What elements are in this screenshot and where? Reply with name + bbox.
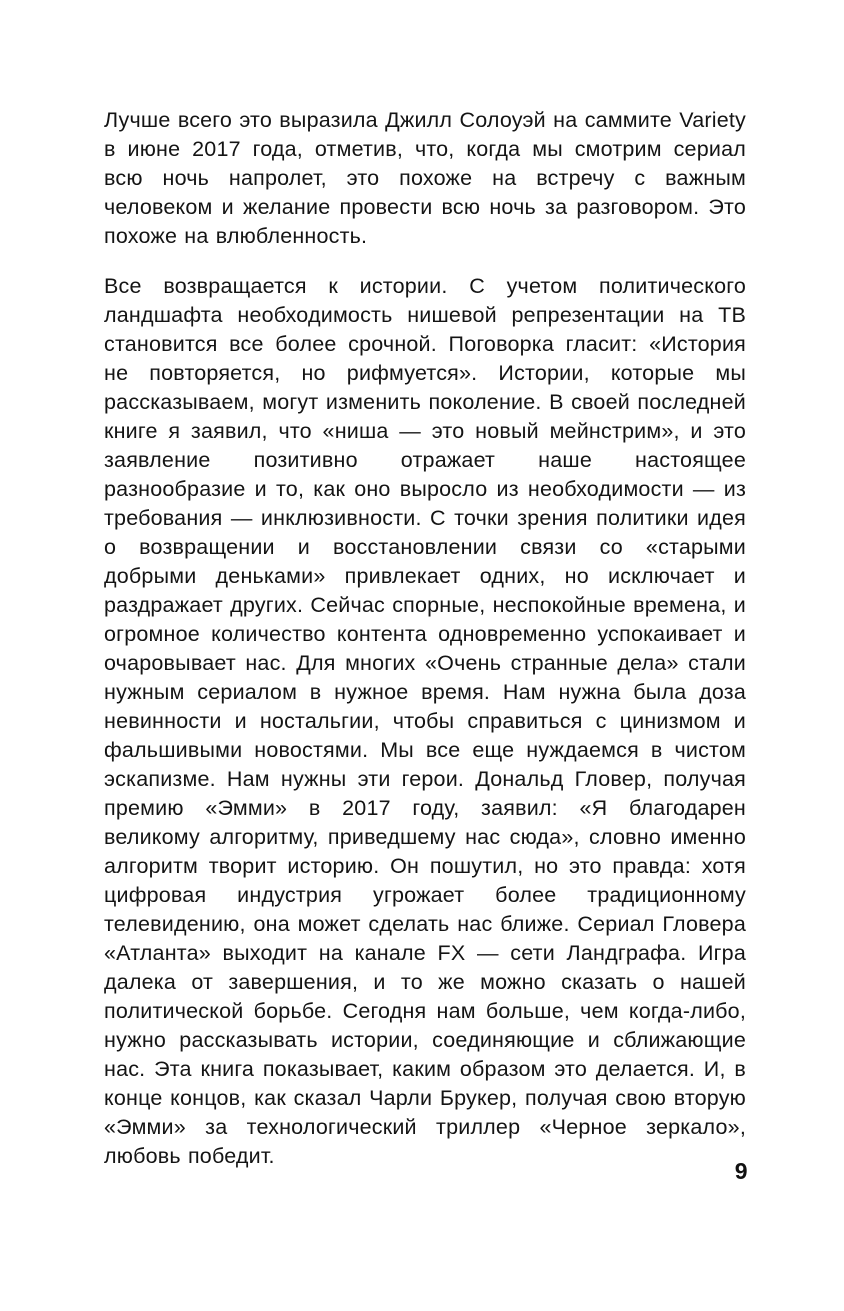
paragraph: Лучше всего это выразила Джилл Солоуэй на саммите Variety в июне 2017 года, отметив, что, когда мы смотрим сериал всю ночь напролет, это похоже на встречу с важным человеком и желание провести всю ночь за разговором. Это похоже на влюбленность. <box>104 108 746 248</box>
paragraph: Все возвращается к истории. С учетом политического ландшафта необходимость нишевой репрезентации на ТВ становится все более срочной. Поговорка гласит: «История не повторяется, но рифмуется». Истории, которые мы рассказываем, могут изменить поколение. В своей последней книге я заявил, что «ниша — это новый мейнстрим», и это заявление позитивно отражает наше настоящее разнообразие и то, как оно выросло из необходимости — из требования — инклюзивности. С точки зрения политики идея о возвращении и восстановлении связи со «старыми добрыми деньками» привлекает одних, но исключает и раздражает других. Сейчас спорные, неспокойные времена, и огромное количество контента одновременно успокаивает и очаровывает нас. Для многих «Очень странные дела» стали нужным сериалом в нужное время. Нам нужна была доза невинности и ностальгии, чтобы справиться с цинизмом и фальшивыми новостями. Мы все еще нуждаемся в чистом эскапизме. Нам нужны эти герои. Дональд Гловер, получая премию «Эмми» в 2017 году, заявил: «Я благодарен великому алгоритму, приведшему нас сюда», словно именно алгоритм творит историю. Он пошутил, но это правда: хотя цифровая индустрия угрожает более традиционному телевидению, она может сделать нас ближе. Сериал Гловера «Атланта» выходит на канале FX — сети Ландграфа. Игра далека от завершения, и то же можно сказать о нашей политической борьбе. Сегодня нам больше, чем когда-либо, нужно рассказывать истории, соединяющие и сближающие нас. Эта книга показывает, каким образом это делается. И, в конце концов, как сказал Чарли Брукер, получая свою вторую «Эмми» за технологический триллер «Черное зеркало», любовь победит. <box>104 274 746 1168</box>
body-text <box>104 106 746 1171</box>
page-number: 9 <box>734 1158 748 1184</box>
